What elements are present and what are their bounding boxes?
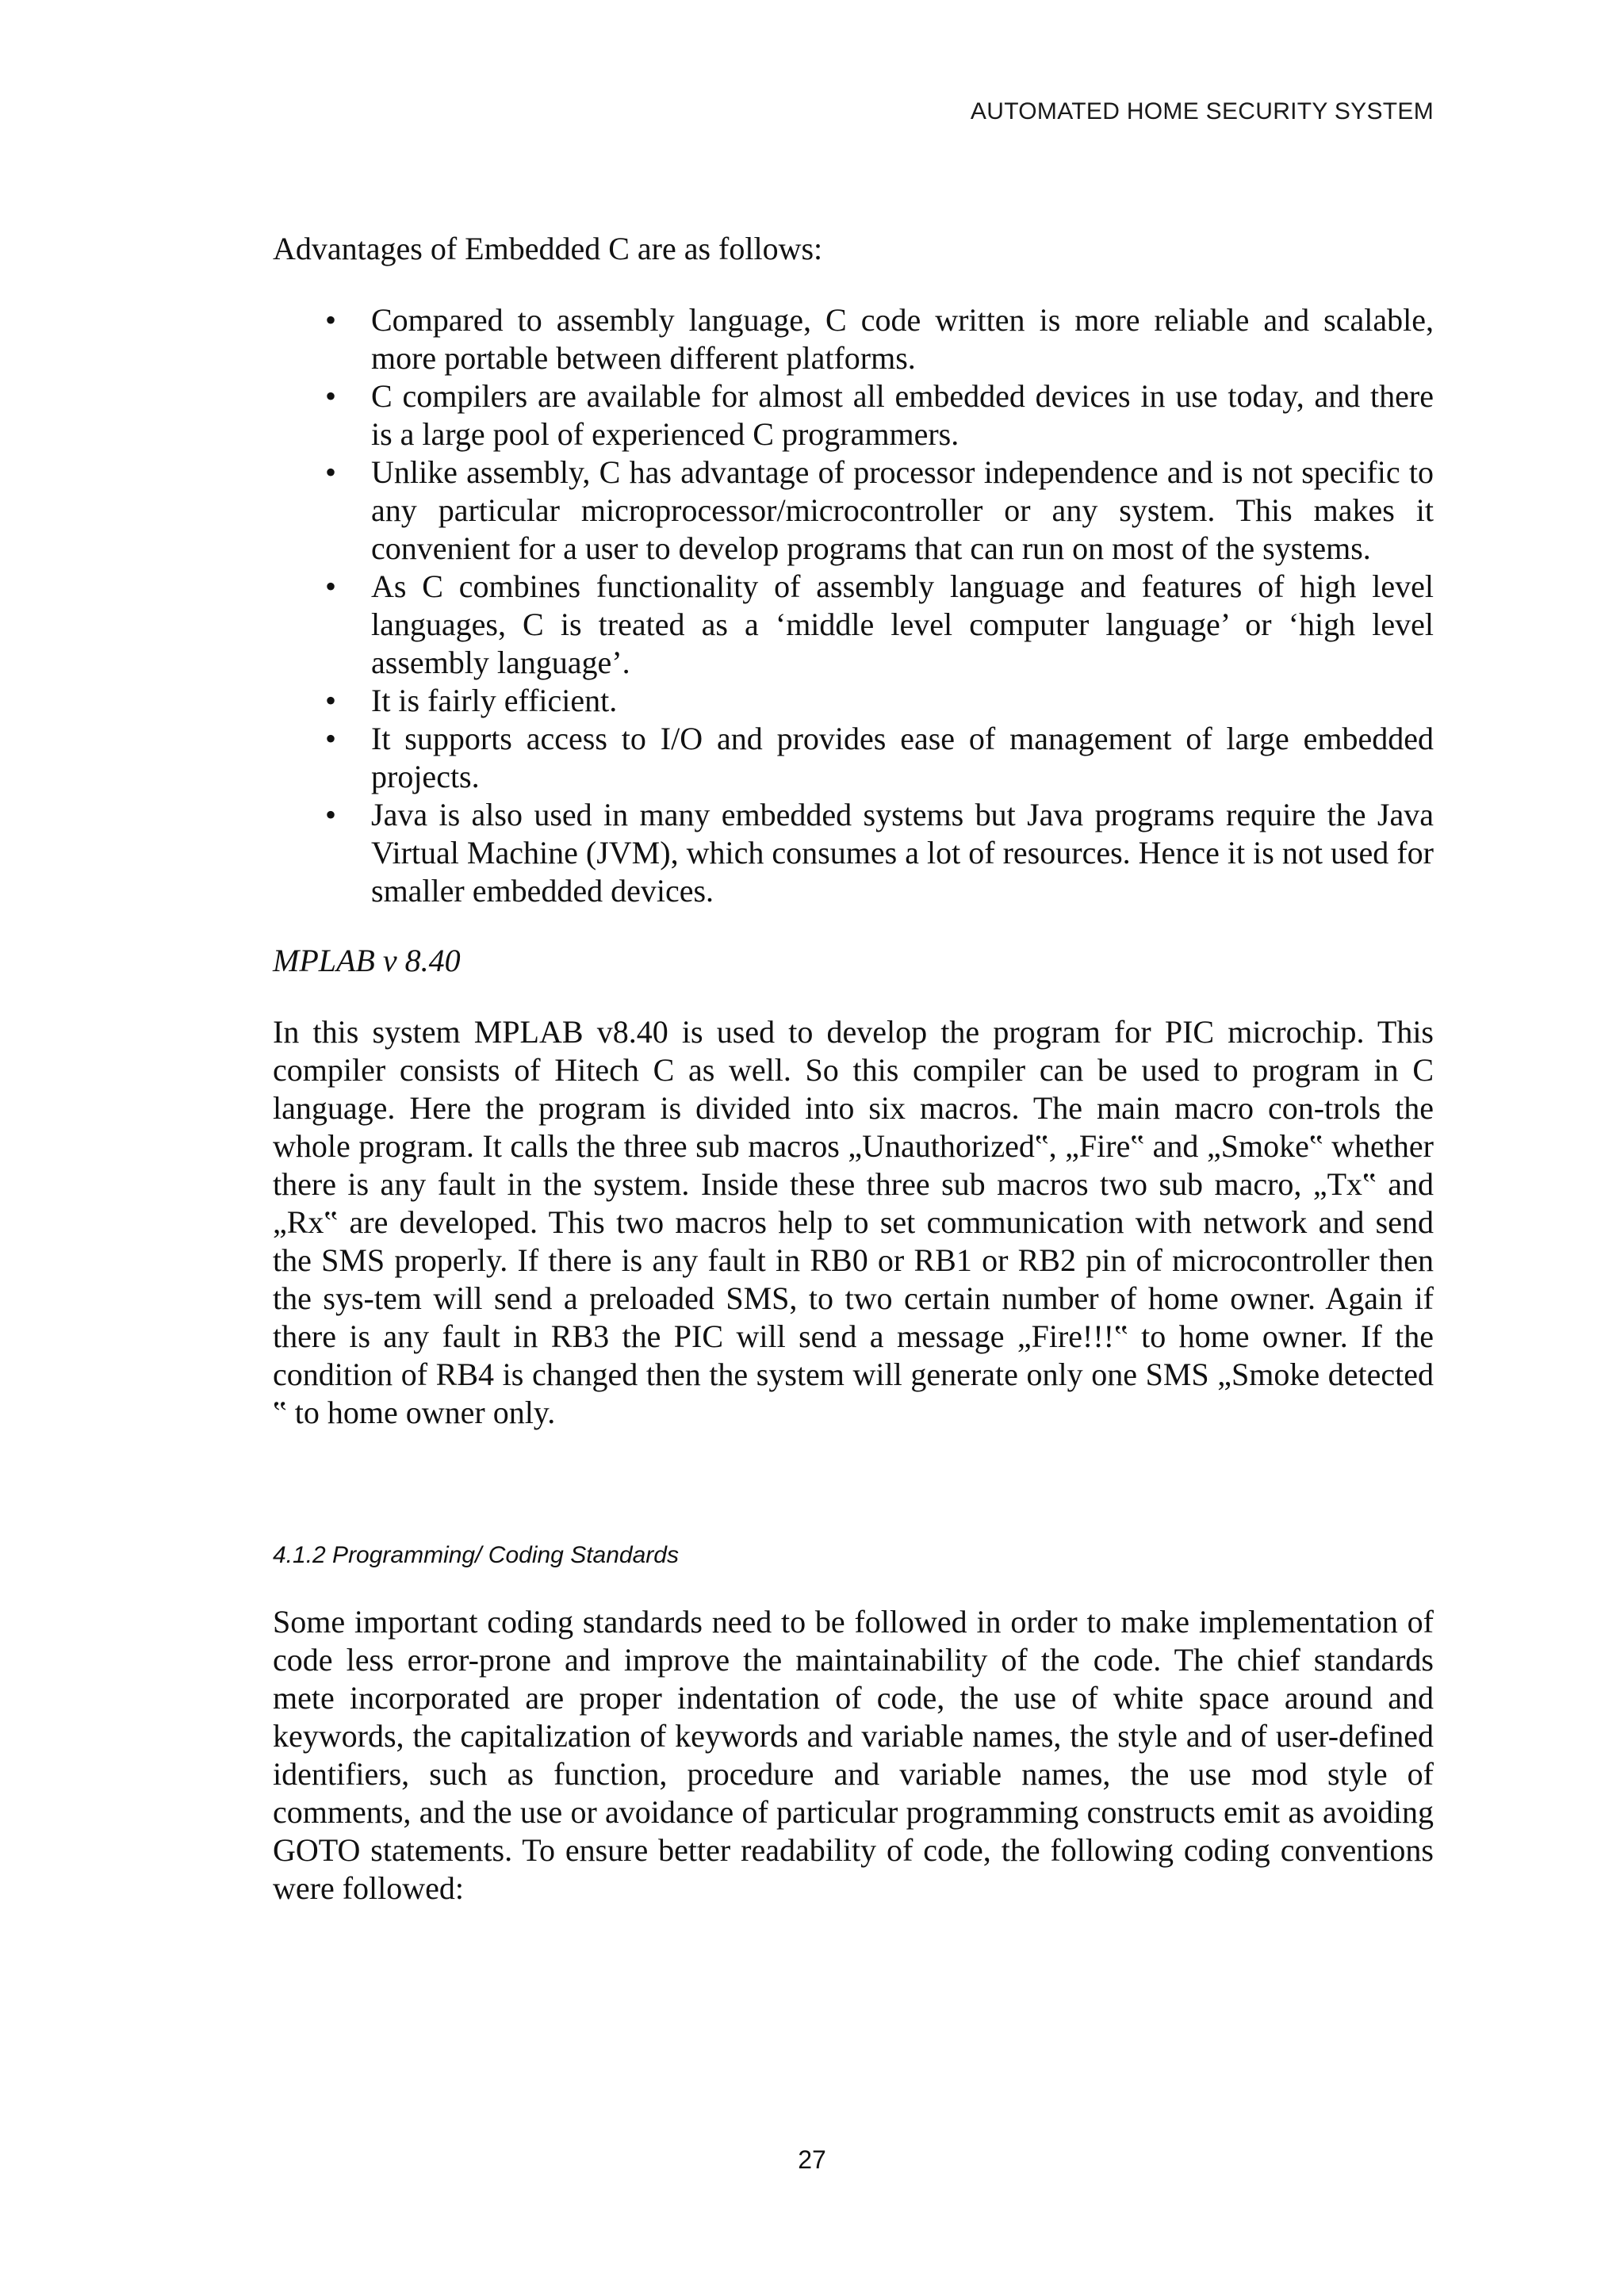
page-body bbox=[273, 230, 1434, 1908]
list-item bbox=[273, 796, 1434, 910]
list-item bbox=[273, 377, 1434, 453]
advantages-list bbox=[273, 301, 1434, 910]
list-item-text: Unlike assembly, C has advantage of processor independence and is not specific to any particular microprocessor/microcontroller or any system. This makes it convenient for a user to develop programs that can run on most of the systems. bbox=[371, 454, 1434, 566]
bullet-icon: • bbox=[325, 568, 337, 604]
list-item-text: It supports access to I/O and provides ease of management of large embedded projects. bbox=[371, 721, 1434, 794]
list-item bbox=[273, 301, 1434, 377]
bullet-icon: • bbox=[325, 683, 337, 718]
list-item-text: Java is also used in many embedded systems but Java programs require the Java Virtual Machine (JVM), which consumes a lot of resources. Hence it is not used for smaller embedded devices. bbox=[371, 797, 1434, 909]
bullet-icon: • bbox=[325, 721, 337, 756]
list-item bbox=[273, 453, 1434, 568]
mplab-paragraph: In this system MPLAB v8.40 is used to develop the program for PIC microchip. This compiler consists of Hitech C as well. So this compiler can be used to program in C language. Here the program is divided into six macros. The main macro con-trols the whole program. It calls the three sub macros „Unauthorized‟, „Fire‟ and „Smoke‟ whether there is any fault in the system. Inside these three sub macros two sub macro, „Tx‟ and „Rx‟ are developed. This two macros help to set communication with network and send the SMS properly. If there is any fault in RB0 or RB1 or RB2 pin of microcontroller then the sys-tem will send a preloaded SMS, to two certain number of home owner. Again if there is any fault in RB3 the PIC will send a message „Fire!!!‟ to home owner. If the condition of RB4 is changed then the system will generate only one SMS „Smoke detected ‟ to home owner only. bbox=[273, 1014, 1434, 1430]
list-item-text: As C combines functionality of assembly language and features of high level languages, C is treated as a ‘middle level computer language’ or ‘high level assembly language’. bbox=[371, 568, 1434, 680]
coding-standards-paragraph: Some important coding standards need to be followed in order to make implementation of code less error-prone and improve the maintainability of the code. The chief standards mete incorporated are proper indentation of code, the use of white space around and keywords, the capitalization of keywords and variable names, the style and of user-defined identifiers, such as function, procedure and variable names, the use mod style of comments, and the use or avoidance of particular programming constructs emit as avoiding GOTO statements. To ensure better readability of code, the following coding conventions were followed: bbox=[273, 1604, 1434, 1906]
list-item-text: C compilers are available for almost all embedded devices in use today, and there is a large pool of experienced C programmers. bbox=[371, 378, 1434, 452]
list-item bbox=[273, 568, 1434, 682]
bullet-icon: • bbox=[325, 378, 337, 414]
advantages-intro: Advantages of Embedded C are as follows: bbox=[273, 231, 823, 266]
list-item-text: Compared to assembly language, C code written is more reliable and scalable, more portable between different platforms. bbox=[371, 302, 1434, 376]
page-number: 27 bbox=[798, 2145, 826, 2174]
mplab-heading: MPLAB v 8.40 bbox=[273, 943, 461, 978]
section-heading: 4.1.2 Programming/ Coding Standards bbox=[273, 1542, 679, 1568]
list-item-text: It is fairly efficient. bbox=[371, 683, 618, 718]
bullet-icon: • bbox=[325, 302, 337, 338]
list-item bbox=[273, 720, 1434, 796]
running-header: AUTOMATED HOME SECURITY SYSTEM bbox=[970, 98, 1434, 124]
list-item bbox=[273, 682, 1434, 720]
bullet-icon: • bbox=[325, 797, 337, 832]
bullet-icon: • bbox=[325, 454, 337, 490]
